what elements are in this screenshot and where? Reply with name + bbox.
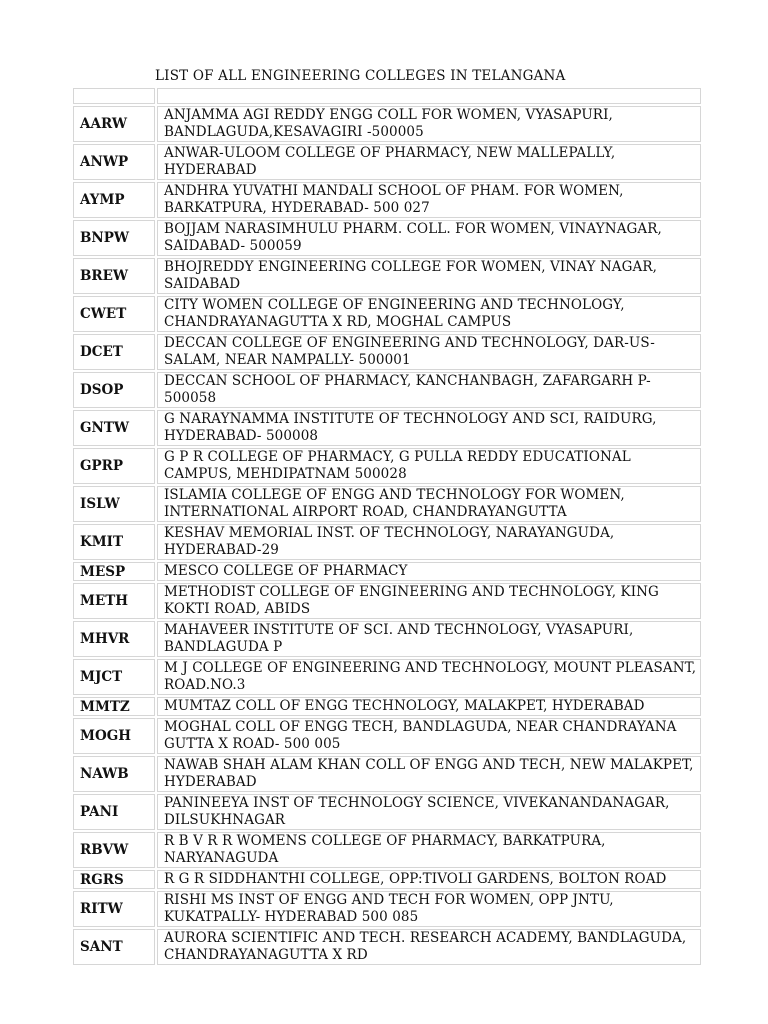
college-name-line1: ANJAMMA AGI REDDY ENGG COLL FOR WOMEN, VYASAPURI,	[164, 107, 613, 123]
college-name-line2: HYDERABAD-29	[164, 542, 279, 558]
college-name	[157, 621, 701, 657]
college-code: KMIT	[73, 524, 155, 560]
college-name-line2: CHANDRAYANAGUTTA X RD	[164, 947, 368, 963]
college-name-line1: R G R SIDDHANTHI COLLEGE, OPP:TIVOLI GARDENS, BOLTON ROAD	[164, 871, 667, 887]
college-name	[157, 794, 701, 830]
college-name-line1: G NARAYNAMMA INSTITUTE OF TECHNOLOGY AND SCI, RAIDURG,	[164, 411, 657, 427]
college-name-line2: BANDLAGUDA,KESAVAGIRI -500005	[164, 124, 424, 140]
college-name	[157, 372, 701, 408]
college-code: MMTZ	[73, 697, 155, 716]
college-name-line1: G P R COLLEGE OF PHARMACY, G PULLA REDDY EDUCATIONAL	[164, 449, 631, 465]
college-name-line1: MESCO COLLEGE OF PHARMACY	[164, 563, 408, 579]
college-name	[157, 486, 701, 522]
college-name-line2: CHANDRAYANAGUTTA X RD, MOGHAL CAMPUS	[164, 314, 512, 330]
blank-row	[73, 88, 701, 104]
table-row	[73, 486, 701, 522]
college-name	[157, 144, 701, 180]
college-code: RBVW	[73, 832, 155, 868]
college-name-line2: HYDERABAD	[164, 162, 257, 178]
college-code: MHVR	[73, 621, 155, 657]
college-name-line1: DECCAN COLLEGE OF ENGINEERING AND TECHNOLOGY, DAR-US-	[164, 335, 655, 351]
table-row	[73, 296, 701, 332]
table-row	[73, 144, 701, 180]
table-row	[73, 106, 701, 142]
table-row	[73, 258, 701, 294]
college-name	[157, 410, 701, 446]
college-name	[157, 334, 701, 370]
college-name-line2: CAMPUS, MEHDIPATNAM 500028	[164, 466, 407, 482]
college-name-line2: BANDLAGUDA P	[164, 639, 283, 655]
college-name	[157, 832, 701, 868]
college-code: ANWP	[73, 144, 155, 180]
college-name	[157, 562, 701, 581]
college-name	[157, 106, 701, 142]
college-code: DCET	[73, 334, 155, 370]
college-name-line1: DECCAN SCHOOL OF PHARMACY, KANCHANBAGH, ZAFARGARH P-	[164, 373, 651, 389]
college-code: BNPW	[73, 220, 155, 256]
table-row	[73, 891, 701, 927]
college-table	[73, 86, 701, 967]
college-code: RITW	[73, 891, 155, 927]
blank-name-cell	[157, 88, 701, 104]
table-row	[73, 448, 701, 484]
college-name	[157, 583, 701, 619]
college-name-line1: ISLAMIA COLLEGE OF ENGG AND TECHNOLOGY FOR WOMEN,	[164, 487, 625, 503]
college-name-line2: HYDERABAD- 500008	[164, 428, 319, 444]
college-name-line2: SAIDABAD	[164, 276, 241, 292]
college-name-line1: BHOJREDDY ENGINEERING COLLEGE FOR WOMEN, VINAY NAGAR,	[164, 259, 658, 275]
table-row	[73, 562, 701, 581]
college-name-line2: DILSUKHNAGAR	[164, 812, 286, 828]
college-code: SANT	[73, 929, 155, 965]
college-code: RGRS	[73, 870, 155, 889]
college-name	[157, 718, 701, 754]
college-code: PANI	[73, 794, 155, 830]
table-row	[73, 718, 701, 754]
table-row	[73, 832, 701, 868]
college-name	[157, 756, 701, 792]
college-name	[157, 182, 701, 218]
college-name	[157, 524, 701, 560]
document-title: LIST OF ALL ENGINEERING COLLEGES IN TELANGANA	[155, 68, 566, 84]
college-name-line1: CITY WOMEN COLLEGE OF ENGINEERING AND TECHNOLOGY,	[164, 297, 625, 313]
college-code: CWET	[73, 296, 155, 332]
college-name-line2: HYDERABAD	[164, 774, 257, 790]
college-name-line2: GUTTA X ROAD- 500 005	[164, 736, 341, 752]
college-code: MESP	[73, 562, 155, 581]
college-name-line2: BARKATPURA, HYDERABAD- 500 027	[164, 200, 430, 216]
blank-code-cell	[73, 88, 155, 104]
college-code: GPRP	[73, 448, 155, 484]
table-row	[73, 372, 701, 408]
table-row	[73, 697, 701, 716]
college-name	[157, 220, 701, 256]
college-code: NAWB	[73, 756, 155, 792]
table-row	[73, 756, 701, 792]
college-code: ISLW	[73, 486, 155, 522]
college-name	[157, 929, 701, 965]
table-row	[73, 583, 701, 619]
college-name-line1: MAHAVEER INSTITUTE OF SCI. AND TECHNOLOGY, VYASAPURI,	[164, 622, 634, 638]
college-name-line1: PANINEEYA INST OF TECHNOLOGY SCIENCE, VIVEKANANDANAGAR,	[164, 795, 670, 811]
college-name-line2: INTERNATIONAL AIRPORT ROAD, CHANDRAYANGUTTA	[164, 504, 567, 520]
college-name	[157, 870, 701, 889]
college-code: GNTW	[73, 410, 155, 446]
college-name-line1: RISHI MS INST OF ENGG AND TECH FOR WOMEN, OPP JNTU,	[164, 892, 614, 908]
college-code: AYMP	[73, 182, 155, 218]
college-name-line1: MUMTAZ COLL OF ENGG TECHNOLOGY, MALAKPET, HYDERABAD	[164, 698, 645, 714]
table-row	[73, 870, 701, 889]
college-code: BREW	[73, 258, 155, 294]
college-name-line2: KOKTI ROAD, ABIDS	[164, 601, 311, 617]
college-name-line2: ROAD.NO.3	[164, 677, 246, 693]
college-name-line1: ANWAR-ULOOM COLLEGE OF PHARMACY, NEW MALLEPALLY,	[164, 145, 616, 161]
college-code: MOGH	[73, 718, 155, 754]
table-row	[73, 794, 701, 830]
table-row	[73, 410, 701, 446]
college-code: MJCT	[73, 659, 155, 695]
table-row	[73, 220, 701, 256]
table-row	[73, 182, 701, 218]
college-name	[157, 296, 701, 332]
table-row	[73, 621, 701, 657]
college-name-line1: BOJJAM NARASIMHULU PHARM. COLL. FOR WOMEN, VINAYNAGAR,	[164, 221, 662, 237]
college-name-line2: 500058	[164, 390, 217, 406]
college-name-line1: ANDHRA YUVATHI MANDALI SCHOOL OF PHAM. FOR WOMEN,	[164, 183, 624, 199]
college-name-line2: SAIDABAD- 500059	[164, 238, 302, 254]
college-name-line1: R B V R R WOMENS COLLEGE OF PHARMACY, BARKATPURA,	[164, 833, 606, 849]
college-name	[157, 891, 701, 927]
college-name-line1: NAWAB SHAH ALAM KHAN COLL OF ENGG AND TECH, NEW MALAKPET,	[164, 757, 694, 773]
college-name-line1: MOGHAL COLL OF ENGG TECH, BANDLAGUDA, NEAR CHANDRAYANA	[164, 719, 677, 735]
college-name-line1: M J COLLEGE OF ENGINEERING AND TECHNOLOGY, MOUNT PLEASANT,	[164, 660, 697, 676]
college-name	[157, 659, 701, 695]
college-name-line1: AURORA SCIENTIFIC AND TECH. RESEARCH ACADEMY, BANDLAGUDA,	[164, 930, 687, 946]
table-row	[73, 524, 701, 560]
college-name-line2: SALAM, NEAR NAMPALLY- 500001	[164, 352, 411, 368]
college-name-line1: KESHAV MEMORIAL INST. OF TECHNOLOGY, NARAYANGUDA,	[164, 525, 615, 541]
college-name-line1: METHODIST COLLEGE OF ENGINEERING AND TECHNOLOGY, KING	[164, 584, 659, 600]
college-code: AARW	[73, 106, 155, 142]
college-name-line2: KUKATPALLY- HYDERABAD 500 085	[164, 909, 419, 925]
college-code: DSOP	[73, 372, 155, 408]
college-name	[157, 258, 701, 294]
college-name-line2: NARYANAGUDA	[164, 850, 279, 866]
college-name	[157, 697, 701, 716]
table-row	[73, 334, 701, 370]
table-row	[73, 659, 701, 695]
college-code: METH	[73, 583, 155, 619]
college-name	[157, 448, 701, 484]
table-row	[73, 929, 701, 965]
